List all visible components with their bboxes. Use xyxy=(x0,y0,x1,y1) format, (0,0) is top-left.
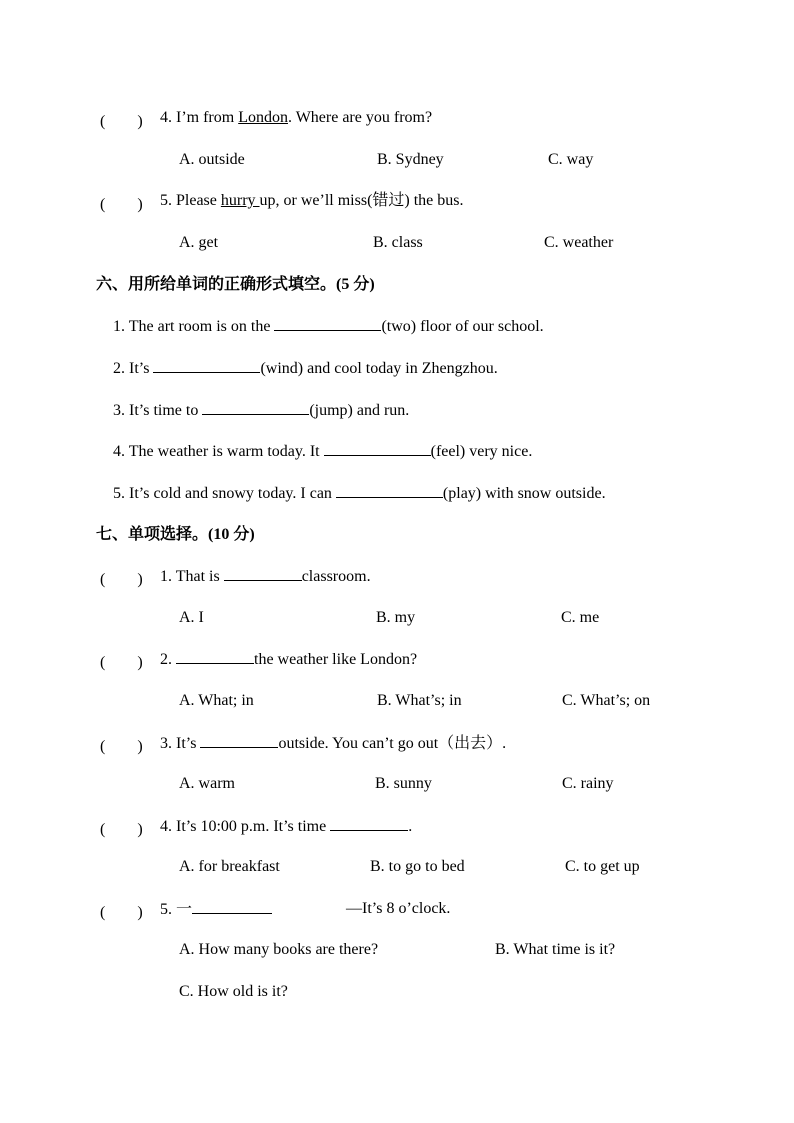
question-text: outside. You can’t go out（出去）. xyxy=(278,735,507,752)
option-a[interactable]: A. warm xyxy=(179,775,235,792)
answer-blank[interactable] xyxy=(153,358,260,373)
answer-text: —It’s 8 o’clock. xyxy=(346,900,451,917)
item-text: (play) with snow outside. xyxy=(442,485,606,502)
question-text: 3. It’s xyxy=(160,735,201,752)
answer-blank[interactable] xyxy=(324,441,431,456)
question-text: 1. That is xyxy=(160,568,224,585)
question-text: up, or we’ll miss(错过) the bus. xyxy=(259,192,464,209)
answer-blank[interactable] xyxy=(202,400,309,415)
answer-blank[interactable] xyxy=(192,899,272,914)
option-c[interactable]: C. way xyxy=(548,151,594,168)
question-7-1 xyxy=(160,566,371,587)
question-text: I’m from xyxy=(176,109,239,126)
item-text: 4. The weather is warm today. It xyxy=(113,443,324,460)
option-b[interactable]: B. class xyxy=(373,234,423,251)
question-text: . xyxy=(408,818,413,835)
question-5-5 xyxy=(160,191,464,211)
option-b[interactable]: B. What time is it? xyxy=(495,941,616,958)
answer-paren[interactable]: ( ) xyxy=(100,738,143,755)
section-6-title: 六、用所给单词的正确形式填空。(5 分) xyxy=(96,276,375,293)
option-b[interactable]: B. What’s; in xyxy=(377,692,462,709)
question-text: 2. xyxy=(160,651,176,668)
option-b[interactable]: B. to go to bed xyxy=(370,858,465,875)
question-7-2 xyxy=(160,649,417,670)
item-text: 5. It’s cold and snowy today. I can xyxy=(113,485,336,502)
item-text: 2. It’s xyxy=(113,360,154,377)
option-c[interactable]: C. How old is it? xyxy=(179,983,288,1000)
answer-paren[interactable]: ( ) xyxy=(100,113,143,130)
option-a[interactable]: A. How many books are there? xyxy=(179,941,379,958)
item-text: 3. It’s time to xyxy=(113,402,203,419)
fill-item-3 xyxy=(113,400,409,421)
option-a[interactable]: A. I xyxy=(179,609,204,626)
answer-paren[interactable]: ( ) xyxy=(100,196,143,213)
answer-blank[interactable] xyxy=(200,733,278,748)
question-text: 5. 一 xyxy=(160,901,193,918)
answer-blank[interactable] xyxy=(330,816,408,831)
option-a[interactable]: A. What; in xyxy=(179,692,254,709)
option-c[interactable]: C. weather xyxy=(544,234,614,251)
fill-item-1 xyxy=(113,316,544,337)
option-c[interactable]: C. me xyxy=(561,609,600,626)
question-text: Please xyxy=(176,192,221,209)
item-text: (jump) and run. xyxy=(309,402,410,419)
option-b[interactable]: B. Sydney xyxy=(377,151,444,168)
option-b[interactable]: B. sunny xyxy=(375,775,432,792)
question-text: 4. It’s 10:00 p.m. It’s time xyxy=(160,818,331,835)
question-5-4 xyxy=(160,108,432,128)
question-text: classroom. xyxy=(301,568,371,585)
fill-item-5 xyxy=(113,483,606,504)
answer-paren[interactable]: ( ) xyxy=(100,904,143,921)
answer-blank[interactable] xyxy=(224,566,302,581)
item-text: 1. The art room is on the xyxy=(113,318,275,335)
item-text: (wind) and cool today in Zhengzhou. xyxy=(260,360,498,377)
answer-blank[interactable] xyxy=(176,649,254,664)
underlined-word: London xyxy=(238,109,288,126)
option-c[interactable]: C. rainy xyxy=(562,775,614,792)
option-a[interactable]: A. for breakfast xyxy=(179,858,280,875)
section-7-title: 七、单项选择。(10 分) xyxy=(96,526,255,543)
question-text: the weather like London? xyxy=(254,651,418,668)
option-a[interactable]: A. get xyxy=(179,234,219,251)
item-text: (feel) very nice. xyxy=(430,443,533,460)
question-7-4 xyxy=(160,816,412,837)
question-7-3 xyxy=(160,733,506,754)
question-number: 4. xyxy=(160,109,172,126)
question-number: 5. xyxy=(160,192,172,209)
answer-paren[interactable]: ( ) xyxy=(100,571,143,588)
answer-blank[interactable] xyxy=(336,483,443,498)
option-b[interactable]: B. my xyxy=(376,609,416,626)
option-c[interactable]: C. What’s; on xyxy=(562,692,651,709)
item-text: (two) floor of our school. xyxy=(381,318,544,335)
option-c[interactable]: C. to get up xyxy=(565,858,640,875)
answer-paren[interactable]: ( ) xyxy=(100,821,143,838)
question-7-5 xyxy=(160,899,272,920)
answer-paren[interactable]: ( ) xyxy=(100,654,143,671)
fill-item-4 xyxy=(113,441,532,462)
answer-blank[interactable] xyxy=(274,316,381,331)
fill-item-2 xyxy=(113,358,498,379)
question-text: . Where are you from? xyxy=(287,109,433,126)
option-a[interactable]: A. outside xyxy=(179,151,245,168)
underlined-word: hurry xyxy=(220,192,260,209)
